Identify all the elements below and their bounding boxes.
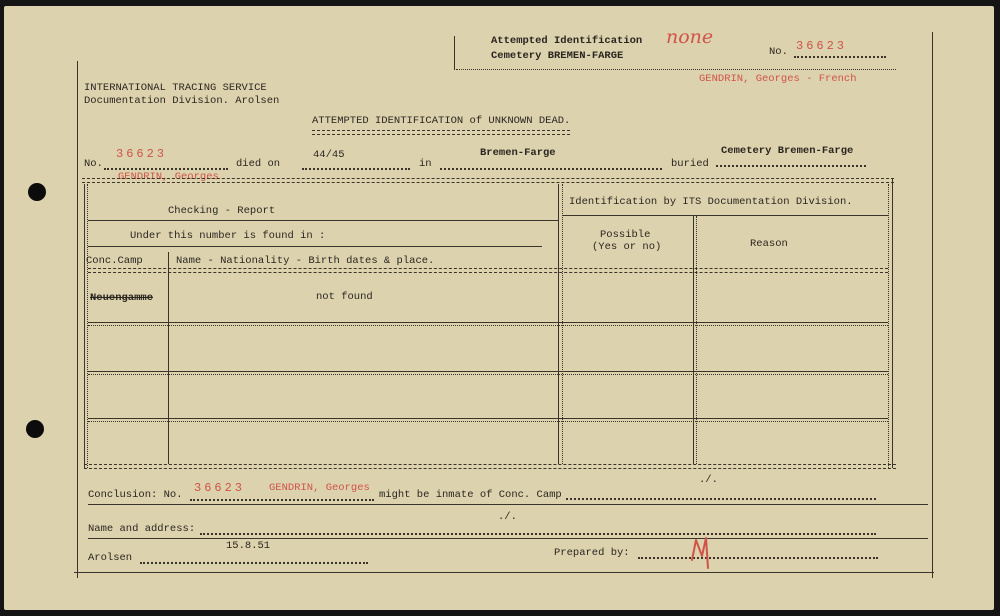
place-label: Arolsen: [88, 552, 133, 564]
name-address-rule: [88, 538, 928, 539]
header-bottom-rule: [88, 268, 888, 273]
buried-value: Cemetery Bremen-Farge: [721, 145, 854, 157]
date-value: 15.8.51: [226, 540, 271, 552]
place-dots: [440, 168, 662, 170]
header-title: Attempted Identification: [491, 35, 643, 47]
bottom-border: [74, 572, 934, 573]
in-label: in: [419, 158, 432, 170]
died-on-value: 44/45: [313, 149, 345, 161]
possible-header: Possible: [600, 229, 651, 241]
prepared-by-dots: [638, 557, 878, 559]
camp-cell: Neuengamme: [90, 292, 154, 304]
conclusion-text: might be inmate of Conc. Camp: [379, 489, 562, 501]
row-divider-3-dotted: [88, 421, 888, 422]
header-box-bottom: [456, 69, 896, 70]
possible-subheader: (Yes or no): [592, 241, 662, 253]
header-cemetery: Cemetery BREMEN-FARGE: [491, 50, 624, 62]
row-divider-1: [88, 322, 888, 323]
result-cell: not found: [316, 291, 373, 303]
table-bottom-border: [84, 464, 896, 469]
header-no-dots: [794, 56, 886, 58]
row-divider-3: [88, 418, 888, 419]
identification-header: Identification by ITS Documentation Division.: [569, 196, 853, 208]
name-address-mark: ./.: [498, 511, 517, 523]
row-divider-1-dotted: [88, 325, 888, 326]
org-name: INTERNATIONAL TRACING SERVICE: [84, 82, 267, 94]
record-name: GENDRIN, Georges: [118, 171, 219, 183]
right-border: [932, 32, 933, 578]
name-address-label: Name and address:: [88, 523, 196, 535]
record-card: [4, 6, 994, 610]
column-divider-main: [558, 184, 559, 464]
conclusion-label: Conclusion: No.: [88, 489, 183, 501]
column-divider-reason-inner: [696, 216, 697, 464]
conclusion-name: GENDRIN, Georges: [269, 482, 370, 494]
row-divider-2: [88, 371, 888, 372]
header-no-label: No.: [769, 46, 788, 58]
name-column-header: Name - Nationality - Birth dates & place.: [176, 255, 435, 267]
org-division: Documentation Division. Arolsen: [84, 95, 280, 107]
identification-rule: [562, 215, 888, 216]
header-no-value: 36623: [796, 39, 848, 53]
person-summary: GENDRIN, Georges - French: [699, 73, 857, 85]
buried-label: buried: [671, 158, 709, 170]
column-divider-main-inner: [562, 184, 563, 464]
died-on-dots: [302, 168, 410, 170]
record-no-dots: [104, 168, 228, 170]
record-no-value: 36623: [116, 147, 168, 161]
conclusion-mark: ./.: [699, 474, 718, 486]
conclusion-no-dots: [190, 499, 374, 501]
buried-dots: [716, 165, 866, 167]
column-divider-camp: [168, 252, 169, 464]
date-dots: [140, 562, 368, 564]
punch-hole-bottom: [26, 420, 44, 438]
prepared-by-label: Prepared by:: [554, 547, 630, 559]
under-number-header: Under this number is found in :: [130, 230, 326, 242]
checking-report-rule: [88, 220, 558, 221]
table-right-border: [892, 178, 893, 468]
under-number-rule: [88, 246, 542, 247]
checking-report-header: Checking - Report: [168, 205, 276, 217]
reason-header: Reason: [750, 238, 788, 250]
camp-column-header: Conc.Camp: [86, 255, 143, 267]
table-top-border: [82, 178, 894, 183]
left-border: [77, 61, 78, 578]
name-address-dots: [200, 533, 876, 535]
signature-mark: [684, 530, 724, 570]
conclusion-rule: [88, 504, 928, 505]
table-right-border-inner: [888, 184, 889, 468]
table-left-border: [84, 184, 85, 468]
column-divider-reason: [693, 216, 694, 464]
conclusion-no: 36623: [194, 481, 246, 495]
table-left-border-inner: [87, 184, 88, 468]
punch-hole-top: [28, 183, 46, 201]
header-box-left: [454, 36, 455, 70]
conclusion-camp-dots: [566, 498, 876, 500]
row-divider-2-dotted: [88, 374, 888, 375]
handwritten-none: none: [666, 26, 714, 48]
title-underline: [312, 130, 570, 135]
record-no-label: No.: [84, 158, 103, 170]
place-value: Bremen-Farge: [480, 147, 556, 159]
died-on-label: died on: [236, 158, 281, 170]
document-title: ATTEMPTED IDENTIFICATION of UNKNOWN DEAD.: [312, 115, 571, 127]
